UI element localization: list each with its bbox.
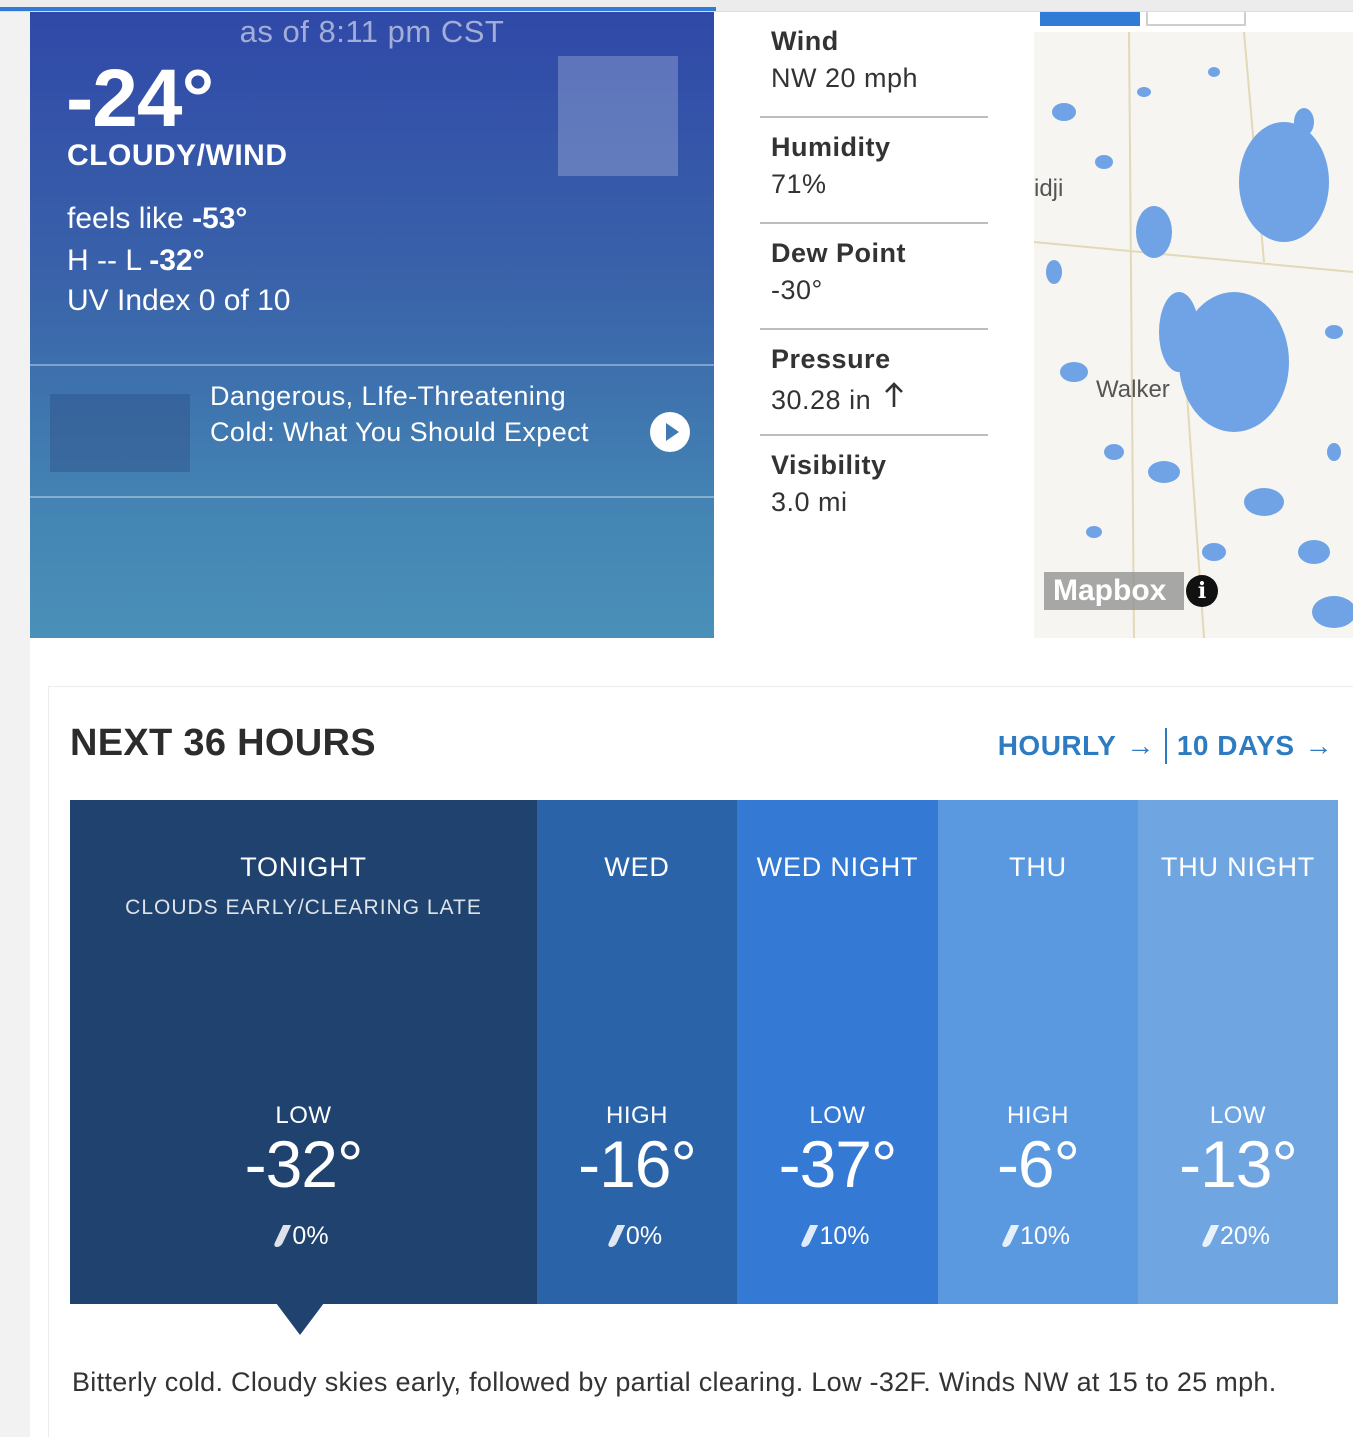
arrow-up-icon [883,381,905,416]
ten-day-link[interactable]: 10 DAYS → [1176,730,1333,761]
mapbox-attribution[interactable]: Mapbox [1044,572,1184,610]
map-tab-inactive[interactable] [1146,12,1246,26]
period-thu[interactable] [938,800,1138,1304]
arrow-right-icon: → [1126,730,1155,761]
period-wed-night[interactable] [737,800,938,1304]
period-name: WED NIGHT [756,852,919,882]
detail-value: -30° [771,275,823,305]
detail-label: Pressure [771,344,891,374]
arrow-right-icon: → [1304,730,1333,761]
radar-map[interactable] [1034,32,1353,638]
period-temperature: -6° [996,1127,1080,1201]
map-place-label: idji [1034,175,1064,202]
detail-label: Dew Point [771,238,907,268]
detail-value [771,381,988,416]
current-conditions-panel [30,12,714,638]
period-precip: 10% [938,1222,1138,1251]
detail-label: Humidity [771,132,891,162]
map-tab-active[interactable] [1040,12,1140,26]
detail-value: NW 20 mph [771,63,919,93]
link-divider [1165,728,1167,764]
period-wed[interactable] [537,800,737,1304]
period-precip: 10% [737,1222,938,1251]
current-temperature: -24° [66,53,214,144]
map-place-label: Walker [1096,376,1170,403]
period-description: CLOUDS EARLY/CLEARING LATE [125,896,482,919]
raindrop-icon [607,1225,625,1247]
observation-time: as of 8:11 pm CST [239,14,505,49]
period-precip: 0% [70,1222,537,1251]
period-temp-type: HIGH [1007,1102,1069,1129]
raindrop-icon [273,1225,291,1247]
detail-value: 3.0 mi [771,487,848,517]
period-temperature: -32° [244,1127,363,1201]
period-name: WED [604,852,670,882]
detail-label: Wind [771,26,839,56]
period-temperature: -37° [778,1127,897,1201]
selected-period-pointer [276,1303,324,1335]
period-precip: 0% [537,1222,737,1251]
feels-like-label: feels like [67,202,184,235]
period-temp-type: LOW [809,1102,866,1129]
forecast-title: NEXT 36 HOURS [70,722,376,764]
video-promo[interactable] [30,364,714,498]
detail-label: Visibility [771,450,887,480]
period-temp-type: HIGH [606,1102,668,1129]
period-temperature: -13° [1179,1127,1297,1201]
period-precip: 20% [1138,1222,1338,1251]
forecast-narrative: Bitterly cold. Cloudy skies early, followed by partial clearing. Low -32F. Winds NW at 15 to 25 mph. [72,1367,1277,1397]
weather-phrase: CLOUDY/WIND [67,139,288,172]
detail-pressure [760,330,988,436]
period-name: THU [1009,852,1067,882]
map-terrain [1034,32,1353,638]
top-progress-strip [0,0,1353,12]
low-value: -32° [149,244,205,277]
forecast-periods [70,800,1338,1304]
pressure-value: 30.28 in [771,385,872,415]
detail-visibility [760,436,988,542]
period-temperature: -16° [578,1127,696,1201]
play-icon[interactable] [650,412,690,452]
video-title[interactable]: Dangerous, LIfe-Threatening Cold: What You Should Expect [210,381,589,447]
period-name: THU NIGHT [1160,852,1316,882]
raindrop-icon [1201,1225,1219,1247]
info-icon[interactable]: i [1186,575,1218,607]
high-low-label: H -- L [67,244,141,277]
map-layer-tabs [1040,12,1250,26]
feels-like [67,202,247,236]
detail-humidity [760,118,988,224]
feels-like-value: -53° [192,202,248,235]
period-temp-type: LOW [275,1102,332,1129]
detail-wind [760,12,988,118]
raindrop-icon [1001,1225,1019,1247]
detail-dew-point [760,224,988,330]
cloudy-wind-icon [558,56,678,176]
period-thu-night[interactable] [1138,800,1338,1304]
period-name: TONIGHT [240,852,367,882]
video-thumbnail[interactable] [50,394,190,472]
raindrop-icon [800,1225,818,1247]
hourly-link[interactable]: HOURLY → [997,730,1155,761]
period-tonight[interactable] [70,800,537,1304]
period-temp-type: LOW [1209,1102,1267,1129]
conditions-details [760,12,988,542]
high-low [67,244,205,278]
uv-index: UV Index 0 of 10 [67,284,291,317]
forecast-links [998,728,1333,764]
page-load-progress [0,7,716,11]
detail-value: 71% [771,169,827,199]
